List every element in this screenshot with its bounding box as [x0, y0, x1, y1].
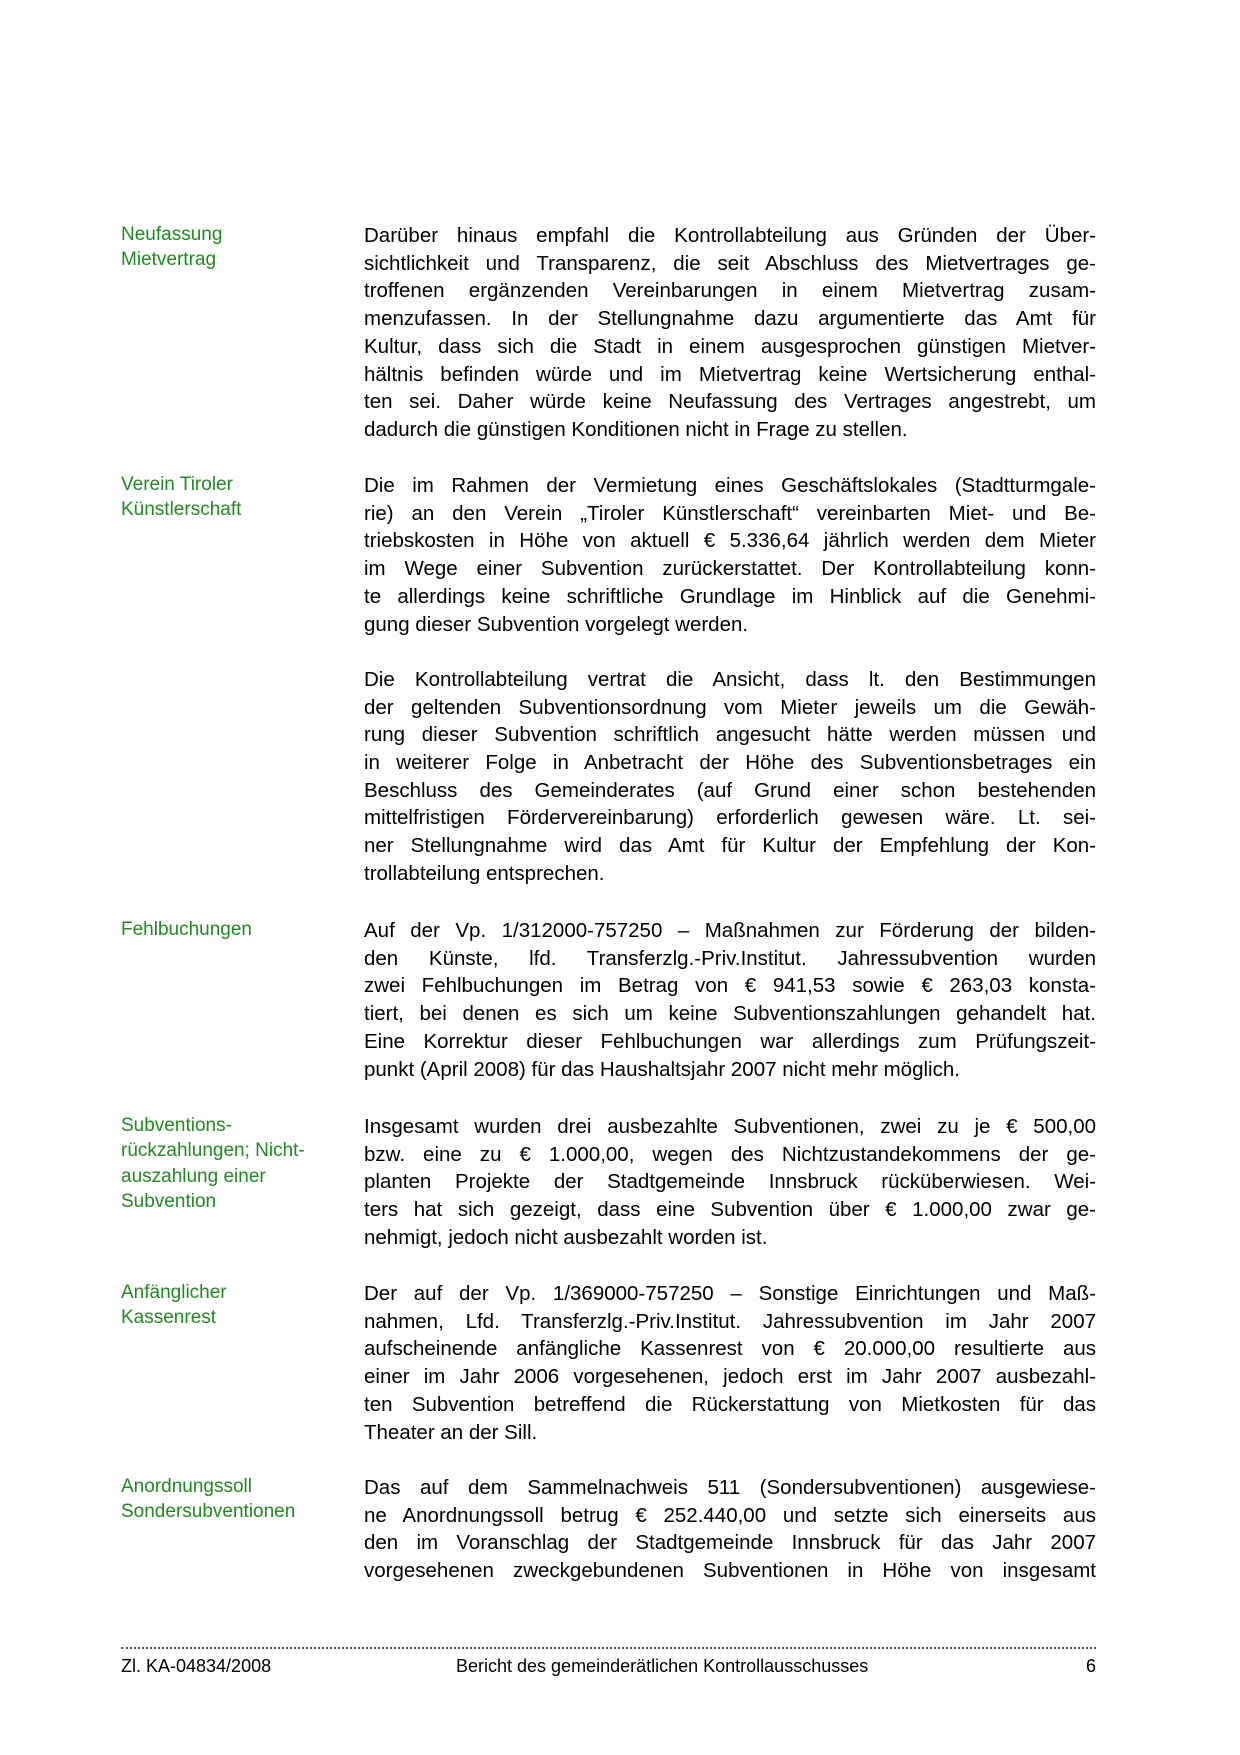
text-line: Das auf dem Sammelnachweis 511 (Sondersubventionen) ausgewiese- [364, 1476, 1096, 1499]
text-line: bzw. eine zu € 1.000,00, wegen des Nichtzustandekommens der ge- [364, 1142, 1096, 1166]
text-line: sichtlichkeit und Transparenz, die seit Abschluss des Mietvertrages ge- [364, 251, 1096, 275]
footer-divider [121, 1647, 1096, 1649]
margin-heading-line: Künstlerschaft [121, 499, 242, 521]
text-line: Insgesamt wurden drei ausbezahlte Subventionen, zwei zu je € 500,00 [364, 1115, 1096, 1138]
paragraph [364, 917, 1096, 1083]
margin-heading [121, 472, 341, 523]
text-line: ten sei. Daher würde keine Neufassung des Vertrages angestrebt, um [364, 390, 1096, 414]
text-line: Kultur, dass sich die Stadt in einem ausgesprochen günstigen Mietver- [364, 334, 1096, 358]
paragraph [364, 1113, 1096, 1252]
paragraph [364, 1280, 1096, 1446]
text-line: Theater an der Sill. [364, 1420, 538, 1444]
text-line: dadurch die günstigen Konditionen nicht in Frage zu stellen. [364, 417, 908, 441]
paragraph [364, 472, 1096, 638]
margin-heading-line: rückzahlungen; Nicht- [121, 1140, 305, 1162]
paragraph [364, 1474, 1096, 1585]
margin-heading [121, 917, 341, 942]
text-line: einer im Jahr 2006 vorgesehenen, jedoch erst im Jahr 2007 ausbezahl- [364, 1365, 1096, 1389]
margin-heading-line: Fehlbuchungen [121, 919, 252, 940]
margin-heading [121, 222, 341, 273]
margin-heading-line: Sondersubventionen [121, 1501, 296, 1523]
margin-heading-line: Subventions- [121, 1115, 232, 1136]
text-line: trollabteilung entsprechen. [364, 861, 605, 885]
text-line: gung dieser Subvention vorgelegt werden. [364, 612, 749, 636]
text-line: mittelfristigen Fördervereinbarung) erforderlich gewesen wäre. Lt. sei- [364, 806, 1096, 830]
paragraph [364, 666, 1096, 888]
text-line: rung dieser Subvention schriftlich angesucht hätte werden müssen und [364, 723, 1096, 747]
text-line: ne Anordnungssoll betrug € 252.440,00 und setzte sich einerseits aus [364, 1503, 1096, 1527]
text-line: menzufassen. In der Stellungnahme dazu argumentierte das Amt für [364, 307, 1096, 331]
margin-heading [121, 1280, 341, 1331]
text-line: ten Subvention betreffend die Rückerstattung von Mietkosten für das [364, 1392, 1096, 1416]
text-line: Der auf der Vp. 1/369000-757250 – Sonstige Einrichtungen und Maß- [364, 1282, 1096, 1305]
text-line: Auf der Vp. 1/312000-757250 – Maßnahmen zur Förderung der bilden- [364, 919, 1096, 942]
margin-heading-line: Neufassung [121, 224, 223, 245]
margin-heading [121, 1474, 341, 1525]
footer-reference: Zl. KA-04834/2008 [121, 1656, 272, 1676]
text-line: zwei Fehlbuchungen im Betrag von € 941,53 sowie € 263,03 konsta- [364, 974, 1096, 998]
text-line: Beschluss des Gemeinderates (auf Grund einer schon bestehenden [364, 778, 1096, 802]
text-line: vorgesehenen zweckgebundenen Subventionen in Höhe von insgesamt [364, 1559, 1096, 1583]
margin-heading-line: Anordnungssoll [121, 1476, 252, 1497]
margin-heading-line: Subvention [121, 1191, 217, 1213]
body-text [364, 472, 1096, 888]
margin-heading-line: Mietvertrag [121, 249, 217, 271]
text-line: Eine Korrektur dieser Fehlbuchungen war allerdings zum Prüfungszeit- [364, 1029, 1096, 1053]
text-line: im Wege einer Subvention zurückerstattet. Der Kontrollabteilung konn- [364, 557, 1096, 581]
text-line: nehmigt, jedoch nicht ausbezahlt worden ist. [364, 1225, 768, 1249]
margin-heading-line: Verein Tiroler [121, 474, 233, 495]
text-line: den im Voranschlag der Stadtgemeinde Innsbruck für das Jahr 2007 [364, 1531, 1096, 1555]
paragraph [364, 222, 1096, 444]
body-text [364, 1474, 1096, 1585]
text-line: Die im Rahmen der Vermietung eines Geschäftslokales (Stadtturmgale- [364, 474, 1096, 497]
margin-heading [121, 1113, 341, 1215]
text-line: der geltenden Subventionsordnung vom Mieter jeweils um die Gewäh- [364, 695, 1096, 719]
text-line: troffenen ergänzenden Vereinbarungen in einem Mietvertrag zusam- [364, 279, 1096, 303]
body-text [364, 1280, 1096, 1446]
margin-heading-line: auszahlung einer [121, 1165, 266, 1187]
text-line: ters hat sich gezeigt, dass eine Subvention über € 1.000,00 zwar ge- [364, 1198, 1096, 1222]
text-line: in weiterer Folge in Anbetracht der Höhe des Subventionsbetrages ein [364, 751, 1096, 775]
text-line: nahmen, Lfd. Transferzlg.-Priv.Institut. Jahressubvention im Jahr 2007 [364, 1309, 1096, 1333]
text-line: te allerdings keine schriftliche Grundlage im Hinblick auf die Genehmi- [364, 584, 1096, 608]
text-line: Die Kontrollabteilung vertrat die Ansicht, dass lt. den Bestimmungen [364, 667, 1096, 691]
text-line: hältnis befinden würde und im Mietvertrag keine Wertsicherung enthal- [364, 362, 1096, 386]
text-line: planten Projekte der Stadtgemeinde Innsbruck rücküberwiesen. Wei- [364, 1170, 1096, 1194]
margin-heading-line: Kassenrest [121, 1307, 217, 1329]
text-line: punkt (April 2008) für das Haushaltsjahr 2007 nicht mehr möglich. [364, 1057, 960, 1081]
body-text [364, 222, 1096, 444]
text-line: rie) an den Verein „Tiroler Künstlerschaft“ vereinbarten Miet- und Be- [364, 501, 1096, 525]
margin-heading-line: Anfänglicher [121, 1282, 227, 1303]
text-line: ner Stellungnahme wird das Amt für Kultur der Empfehlung der Kon- [364, 834, 1096, 858]
body-text [364, 1113, 1096, 1252]
text-line: den Künste, lfd. Transferzlg.-Priv.Institut. Jahressubvention wurden [364, 946, 1096, 970]
text-line: tiert, bei denen es sich um keine Subventionszahlungen gehandelt hat. [364, 1002, 1096, 1026]
footer-title: Bericht des gemeinderätlichen Kontrollausschusses [456, 1656, 869, 1676]
text-line: triebskosten in Höhe von aktuell € 5.336,64 jährlich werden dem Mieter [364, 529, 1096, 553]
body-text [364, 917, 1096, 1083]
text-line: Darüber hinaus empfahl die Kontrollabteilung aus Gründen der Über- [364, 224, 1096, 247]
text-line: aufscheinende anfängliche Kassenrest von € 20.000,00 resultierte aus [364, 1337, 1096, 1361]
page-number: 6 [1086, 1656, 1097, 1676]
